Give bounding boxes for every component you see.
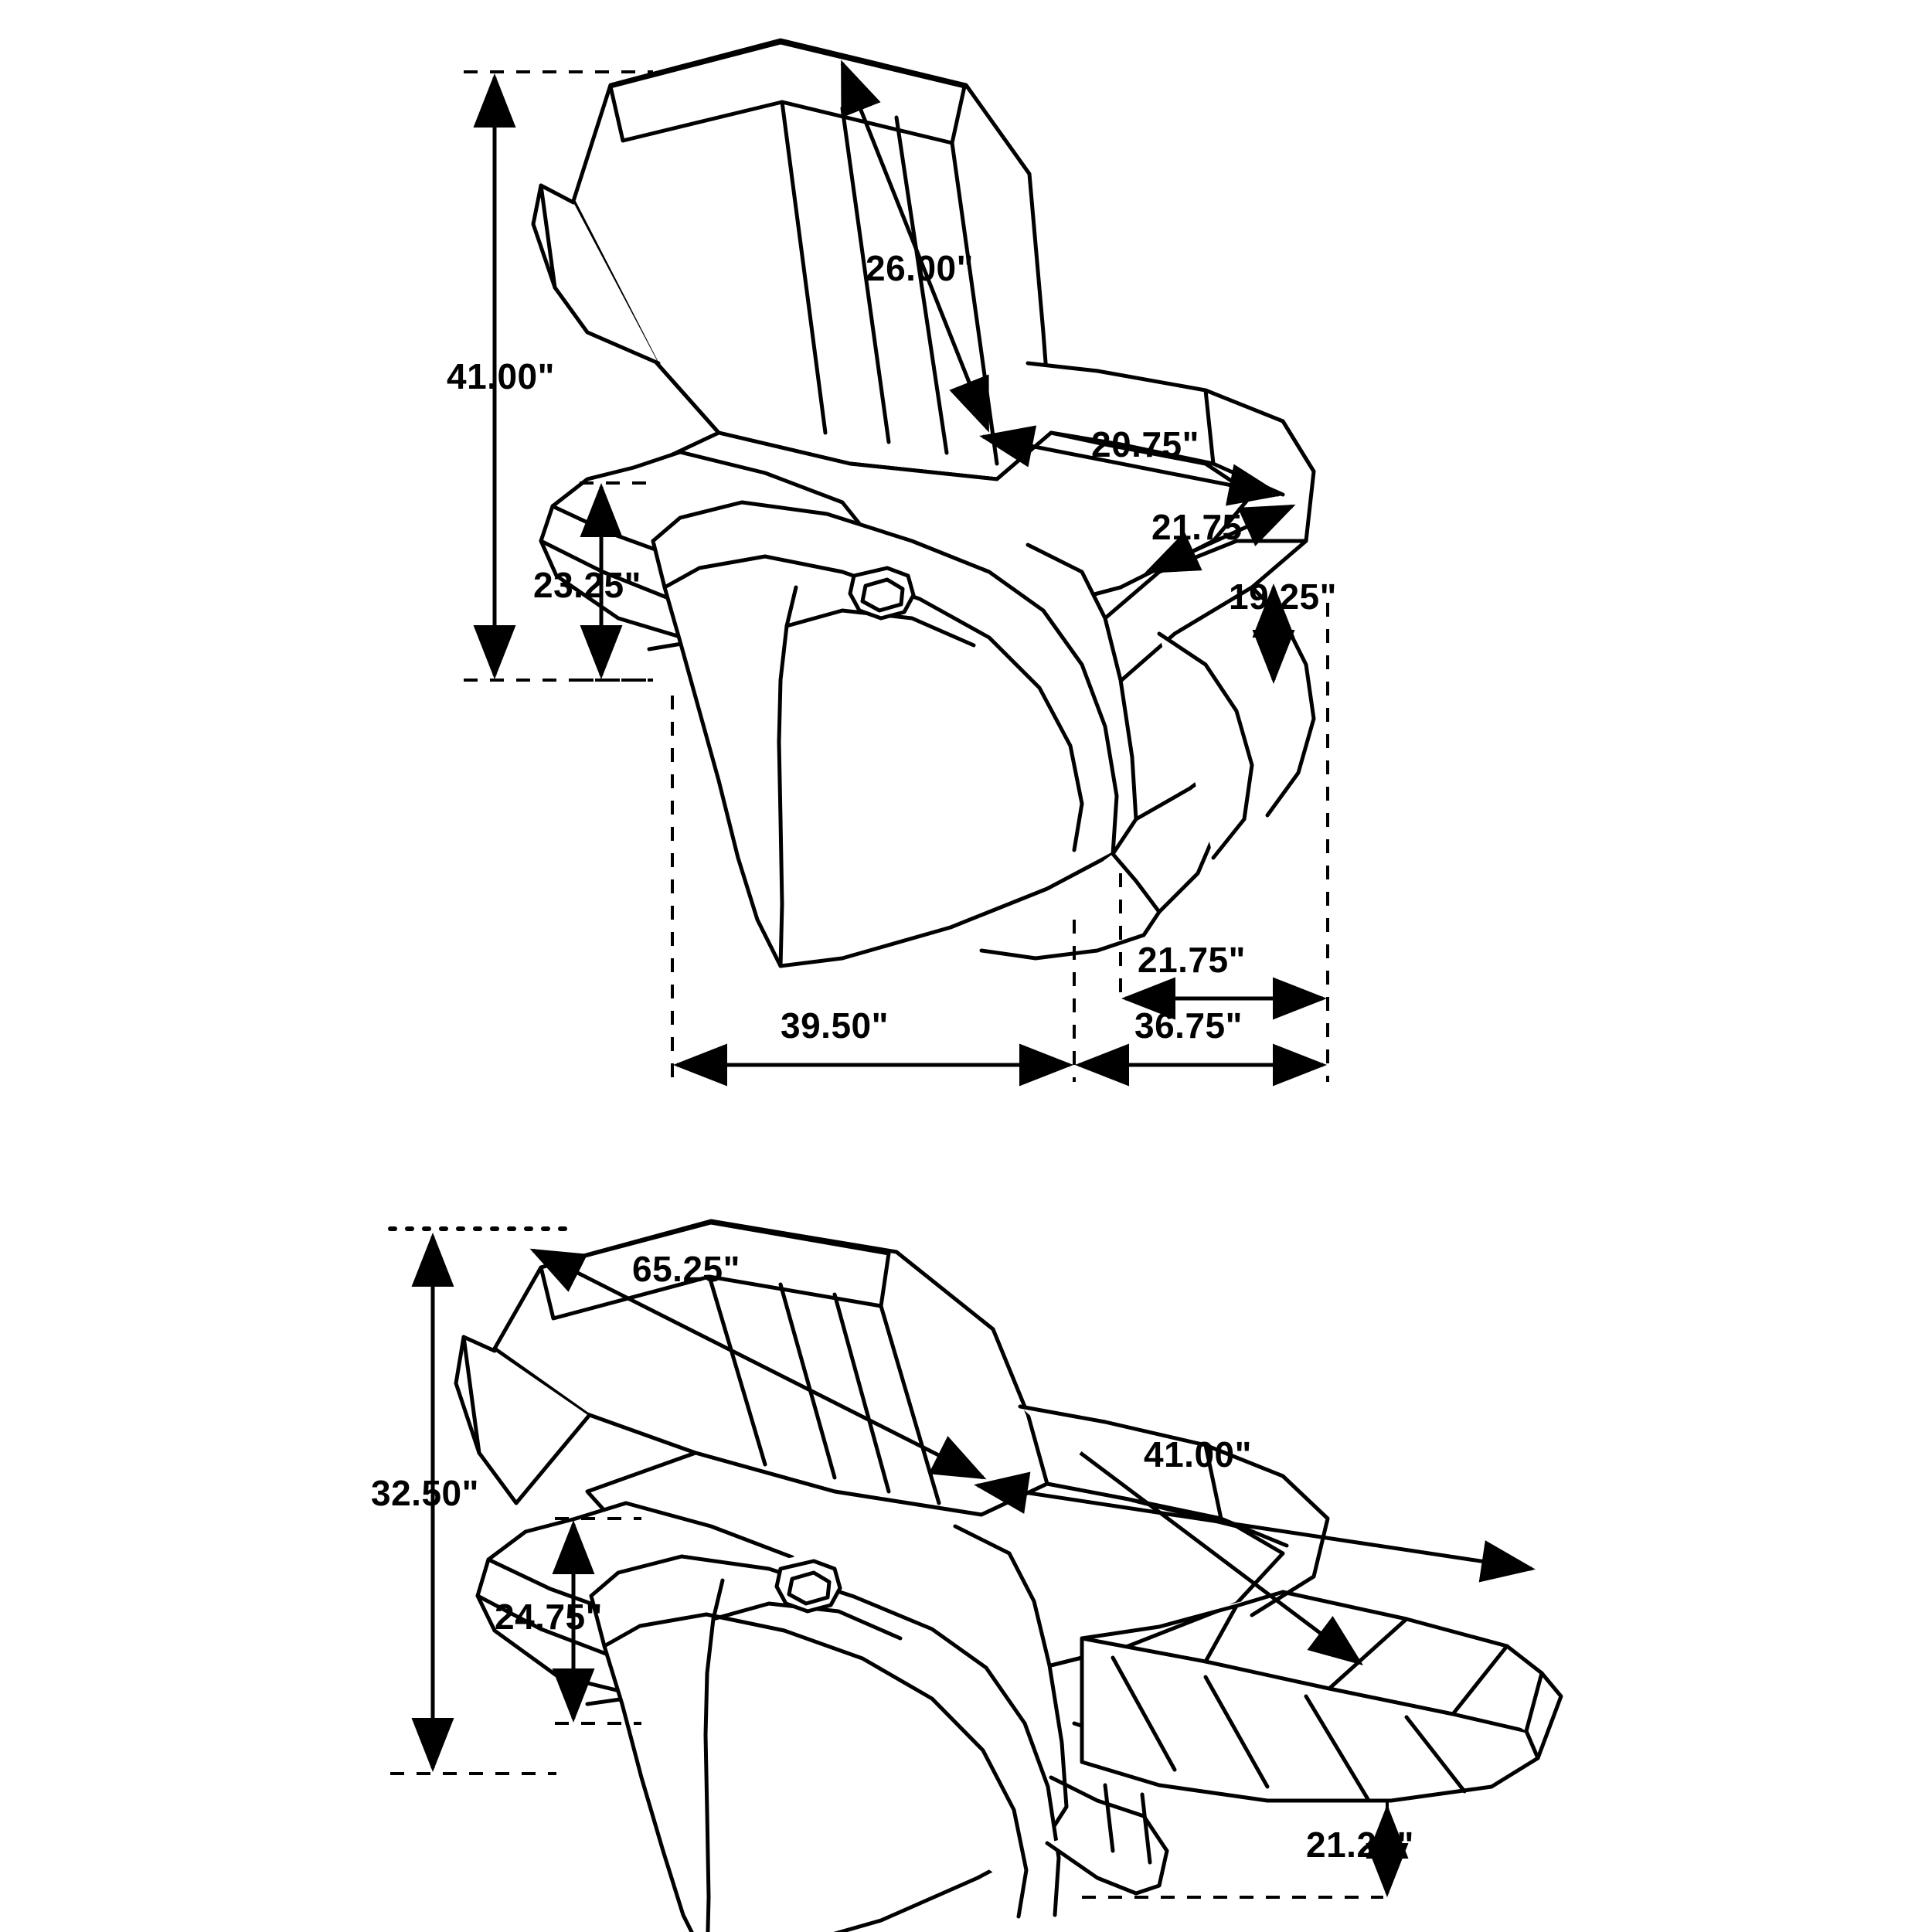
dimension-label-overall-width: 36.75" xyxy=(1134,1005,1243,1046)
dimension-label-reclined-seat-span: 41.00" xyxy=(1144,1434,1252,1475)
dimension-label-seat-width: 20.75" xyxy=(1091,424,1199,464)
dimension-label-inside-width: 21.75" xyxy=(1138,940,1246,980)
dimension-label-arm-height: 23.25" xyxy=(533,565,641,605)
dimension-label-seat-depth: 21.75" xyxy=(1151,507,1260,547)
upright-chair-illustration xyxy=(533,40,1314,966)
dimension-label-overall-depth: 39.50" xyxy=(781,1005,889,1046)
dimension-label-overall-height: 41.00" xyxy=(447,356,555,396)
dimension-label-reclined-length: 65.25" xyxy=(632,1249,740,1289)
dimension-label-back-height: 26.00" xyxy=(866,248,974,288)
dimension-label-footrest-height: 21.25" xyxy=(1306,1825,1414,1865)
dimension-label-reclined-arm-height: 24.75" xyxy=(495,1597,603,1637)
dimension-label-reclined-height: 32.50" xyxy=(371,1473,479,1513)
dimension-label-seat-height: 19.25" xyxy=(1229,577,1337,617)
